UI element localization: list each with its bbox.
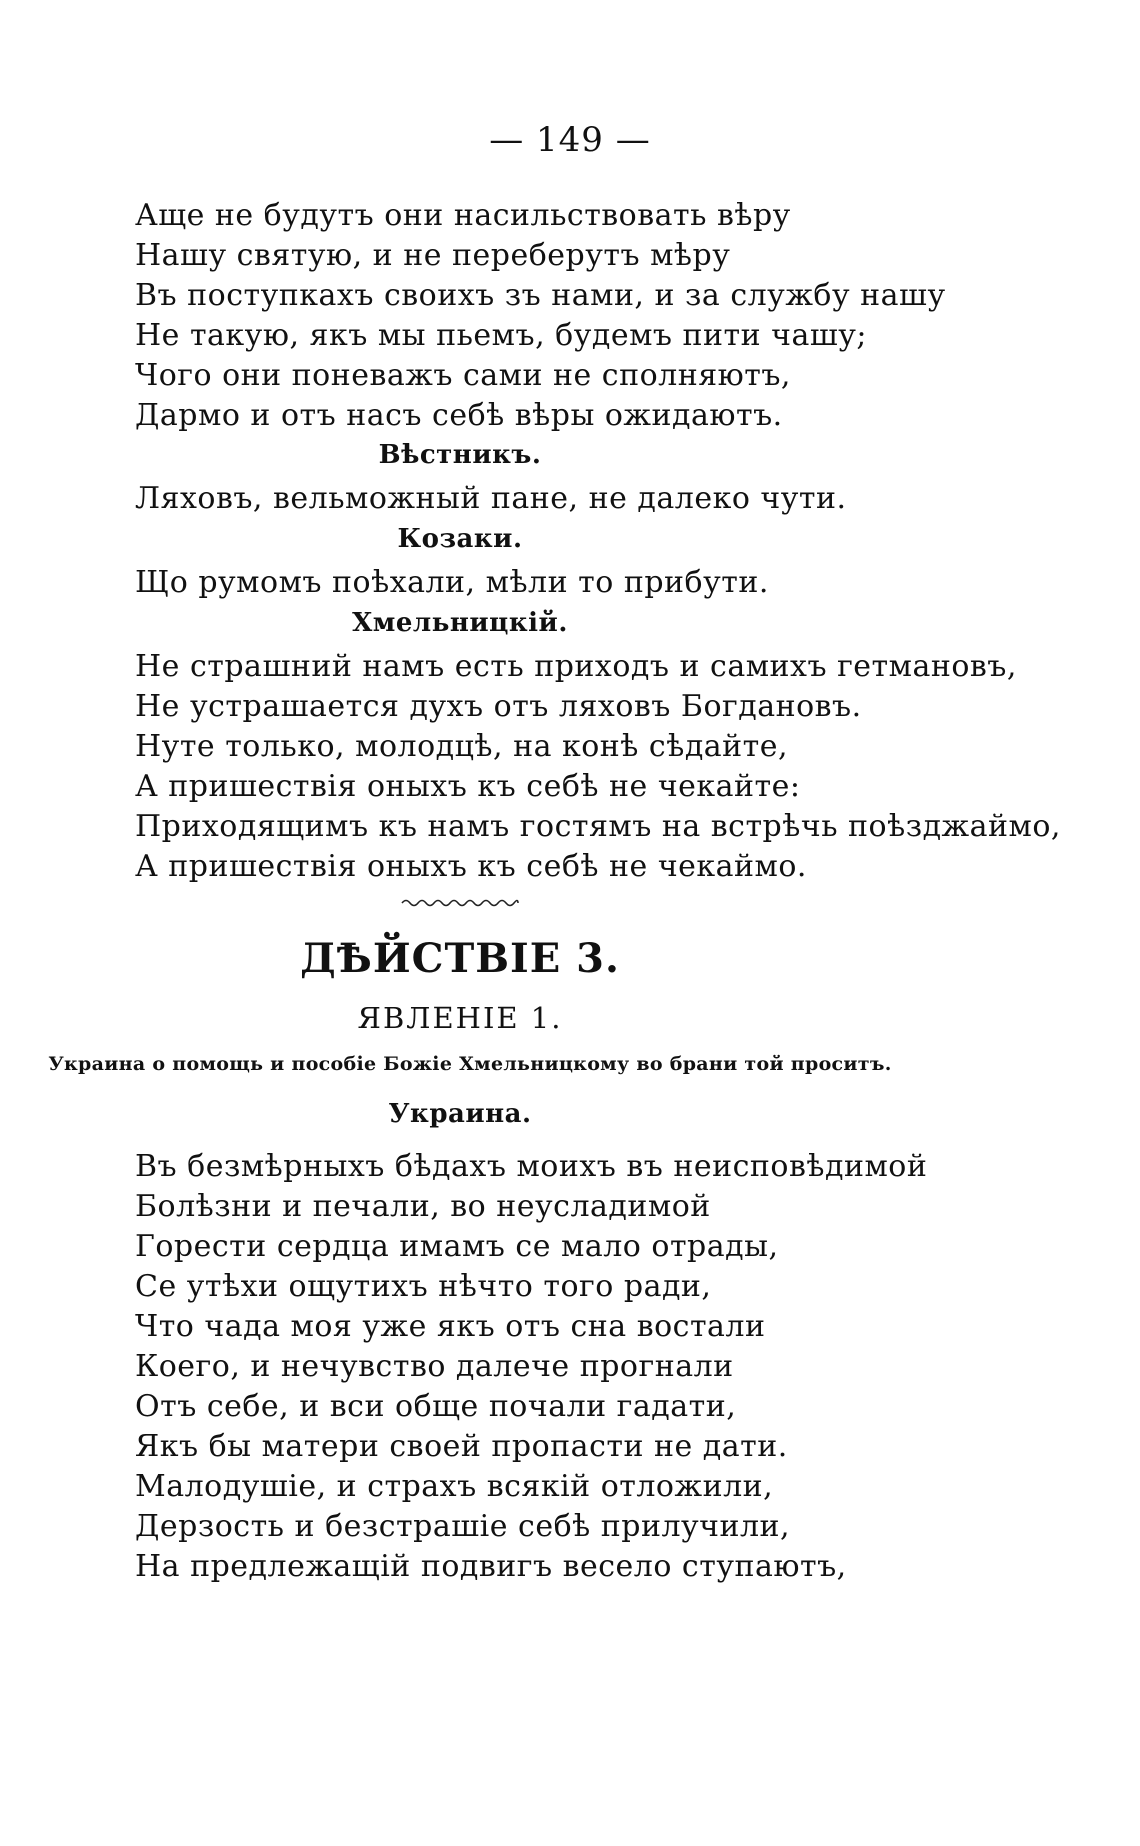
page-number: — 149 — [489, 120, 651, 160]
verse-line: Якъ бы матери своей пропасти не дати. [135, 1429, 788, 1464]
verse-block-5 [135, 1147, 1095, 1587]
speaker-name: Козаки. [397, 524, 523, 554]
verse-line: Болѣзни и печали, во неусладимой [135, 1189, 711, 1224]
verse-line: Нашу святую, и не переберутъ мѣру [135, 238, 731, 273]
verse-line: Что чада моя уже якъ отъ сна востали [135, 1309, 766, 1344]
verse-block-4 [135, 647, 1095, 887]
verse-line: На предлежащій подвигъ весело ступаютъ, [135, 1549, 847, 1584]
verse-block-3 [135, 563, 1095, 603]
verse-line: Се утѣхи ощутихъ нѣчто того ради, [135, 1269, 712, 1304]
verse-line: Ляховъ, вельможный пане, не далеко чути. [135, 481, 847, 516]
verse-line: Дармо и отъ насъ себѣ вѣры ожидаютъ. [135, 398, 783, 433]
verse-line: Не устрашается духъ отъ ляховъ Богдановъ. [135, 689, 862, 724]
verse-line: А пришествія оныхъ къ себѣ не чекайте: [135, 769, 801, 804]
scene-title: ЯВЛЕНІЕ 1. [357, 1001, 563, 1035]
verse-line: Приходящимъ къ намъ гостямъ на встрѣчь поѣзджаймо, [135, 809, 1061, 844]
verse-block-2 [135, 479, 1095, 519]
verse-line: А пришествія оныхъ къ себѣ не чекаймо. [135, 849, 807, 884]
verse-block-1 [135, 196, 1095, 436]
verse-line: Малодушіе, и страхъ всякій отложили, [135, 1469, 774, 1504]
speaker-name: Вѣстникъ. [378, 440, 542, 470]
verse-line: Нуте только, молодцѣ, на конѣ сѣдайте, [135, 729, 789, 764]
verse-line: Не страшний намъ есть приходъ и самихъ гетмановъ, [135, 649, 1017, 684]
verse-line: Чого они поневажъ сами не сполняютъ, [135, 358, 791, 393]
verse-line: Горести сердца имамъ се мало отрады, [135, 1229, 779, 1264]
verse-line: Не такую, якъ мы пьемъ, будемъ пити чашу; [135, 318, 868, 353]
stage-direction: Украина о помощь и пособіе Божіе Хмельницкому во брани той проситъ. [48, 1053, 892, 1075]
verse-line: Аще не будутъ они насильствовать вѣру [135, 198, 791, 233]
verse-line: Въ безмѣрныхъ бѣдахъ моихъ въ неисповѣдимой [135, 1149, 928, 1184]
verse-line: Коего, и нечувство далече прогнали [135, 1349, 734, 1384]
speaker-name: Хмельницкій. [352, 608, 568, 638]
act-title: ДѢЙСТВІЕ 3. [300, 935, 620, 982]
verse-line: Отъ себе, и вси обще почали гадати, [135, 1389, 737, 1424]
verse-line: Въ поступкахъ своихъ зъ нами, и за службу нашу [135, 278, 946, 313]
speaker-name: Украина. [388, 1099, 532, 1129]
wavy-divider-ornament [400, 896, 520, 910]
verse-line: Що румомъ поѣхали, мѣли то прибути. [135, 565, 769, 600]
verse-line: Дерзость и безстрашіе себѣ прилучили, [135, 1509, 791, 1544]
